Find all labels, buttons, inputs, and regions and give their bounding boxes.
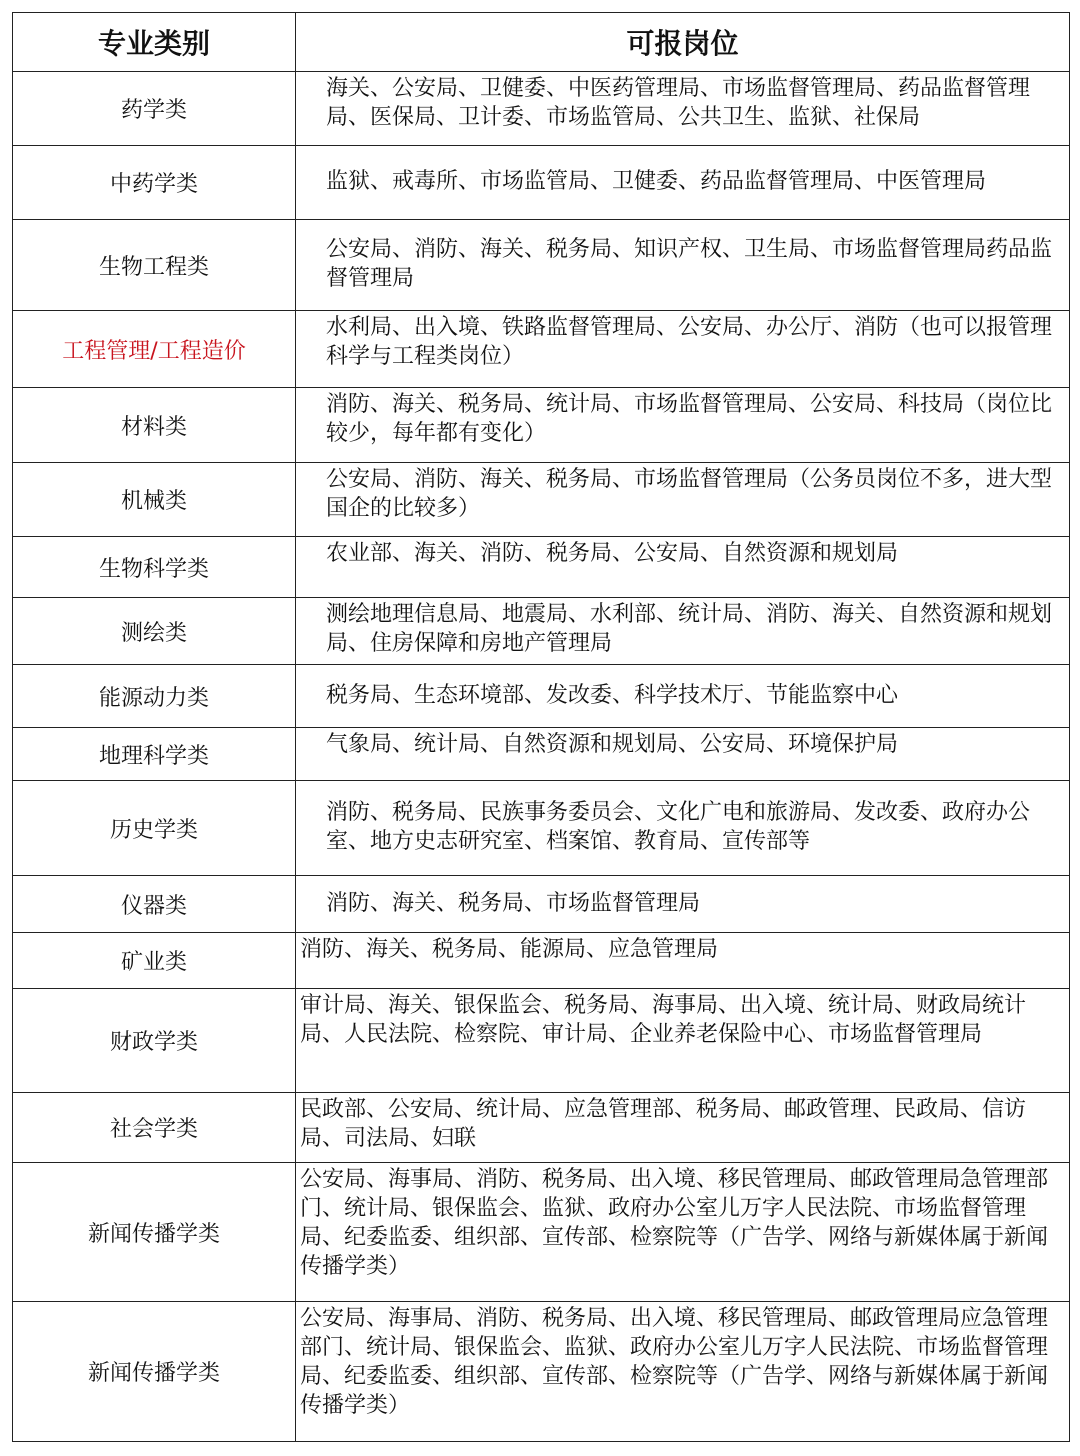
row-category: 财政学类 — [13, 989, 296, 1093]
row-positions: 消防、海关、税务局、统计局、市场监督管理局、公安局、科技局（岗位比较少，每年都有变化） — [296, 388, 1070, 463]
row-category: 能源动力类 — [13, 665, 296, 728]
row-category: 药学类 — [13, 72, 296, 146]
table-row — [13, 933, 1070, 989]
row-category: 工程管理/工程造价 — [13, 311, 296, 388]
row-positions: 审计局、海关、银保监会、税务局、海事局、出入境、统计局、财政局统计局、人民法院、检察院、审计局、企业养老保险中心、市场监督管理局 — [296, 989, 1070, 1093]
row-positions: 公安局、海事局、消防、税务局、出入境、移民管理局、邮政管理局应急管理部门、统计局、银保监会、监狱、政府办公室儿万字人民法院、市场监督管理局、纪委监委、组织部、宣传部、检察院等（广告学、网络与新媒体属于新闻传播学类） — [296, 1302, 1070, 1442]
table-row — [13, 72, 1070, 146]
row-positions: 测绘地理信息局、地震局、水利部、统计局、消防、海关、自然资源和规划局、住房保障和房地产管理局 — [296, 598, 1070, 665]
row-positions: 公安局、消防、海关、税务局、知识产权、卫生局、市场监督管理局药品监督管理局 — [296, 220, 1070, 311]
row-category: 中药学类 — [13, 146, 296, 220]
row-category: 仪器类 — [13, 876, 296, 933]
header-positions: 可报岗位 — [296, 13, 1070, 72]
row-positions: 公安局、消防、海关、税务局、市场监督管理局（公务员岗位不多，进大型国企的比较多） — [296, 463, 1070, 537]
table-row — [13, 598, 1070, 665]
row-positions: 消防、海关、税务局、市场监督管理局 — [296, 876, 1070, 933]
row-positions: 消防、海关、税务局、能源局、应急管理局 — [296, 933, 1070, 989]
table-row — [13, 220, 1070, 311]
row-category: 测绘类 — [13, 598, 296, 665]
table-row — [13, 781, 1070, 876]
row-category: 新闻传播学类 — [13, 1302, 296, 1442]
table-row — [13, 989, 1070, 1093]
table-row — [13, 1093, 1070, 1163]
row-positions: 民政部、公安局、统计局、应急管理部、税务局、邮政管理、民政局、信访局、司法局、妇联 — [296, 1093, 1070, 1163]
table-row — [13, 537, 1070, 598]
row-positions: 税务局、生态环境部、发改委、科学技术厅、节能监察中心 — [296, 665, 1070, 728]
table-row — [13, 665, 1070, 728]
table-row — [13, 728, 1070, 781]
row-positions: 公安局、海事局、消防、税务局、出入境、移民管理局、邮政管理局急管理部门、统计局、银保监会、监狱、政府办公室儿万字人民法院、市场监督管理局、纪委监委、组织部、宣传部、检察院等（广告学、网络与新媒体属于新闻传播学类） — [296, 1163, 1070, 1302]
table-row — [13, 1302, 1070, 1442]
row-category: 新闻传播学类 — [13, 1163, 296, 1302]
row-positions: 农业部、海关、消防、税务局、公安局、自然资源和规划局 — [296, 537, 1070, 598]
row-category: 生物科学类 — [13, 537, 296, 598]
row-category: 生物工程类 — [13, 220, 296, 311]
table-row — [13, 1163, 1070, 1302]
header-category: 专业类别 — [13, 13, 296, 72]
row-positions: 监狱、戒毒所、市场监管局、卫健委、药品监督管理局、中医管理局 — [296, 146, 1070, 220]
row-category: 机械类 — [13, 463, 296, 537]
majors-positions-table — [12, 12, 1070, 1442]
row-category: 历史学类 — [13, 781, 296, 876]
table-row — [13, 146, 1070, 220]
row-positions: 消防、税务局、民族事务委员会、文化广电和旅游局、发改委、政府办公室、地方史志研究室、档案馆、教育局、宣传部等 — [296, 781, 1070, 876]
row-positions: 水利局、出入境、铁路监督管理局、公安局、办公厅、消防（也可以报管理科学与工程类岗位） — [296, 311, 1070, 388]
row-category: 社会学类 — [13, 1093, 296, 1163]
table-row — [13, 388, 1070, 463]
row-category: 矿业类 — [13, 933, 296, 989]
table-row — [13, 876, 1070, 933]
row-positions: 气象局、统计局、自然资源和规划局、公安局、环境保护局 — [296, 728, 1070, 781]
row-category: 地理科学类 — [13, 728, 296, 781]
table-row — [13, 311, 1070, 388]
table-row — [13, 463, 1070, 537]
row-category: 材料类 — [13, 388, 296, 463]
table-header-row — [13, 13, 1070, 72]
row-positions: 海关、公安局、卫健委、中医药管理局、市场监督管理局、药品监督管理局、医保局、卫计委、市场监管局、公共卫生、监狱、社保局 — [296, 72, 1070, 146]
